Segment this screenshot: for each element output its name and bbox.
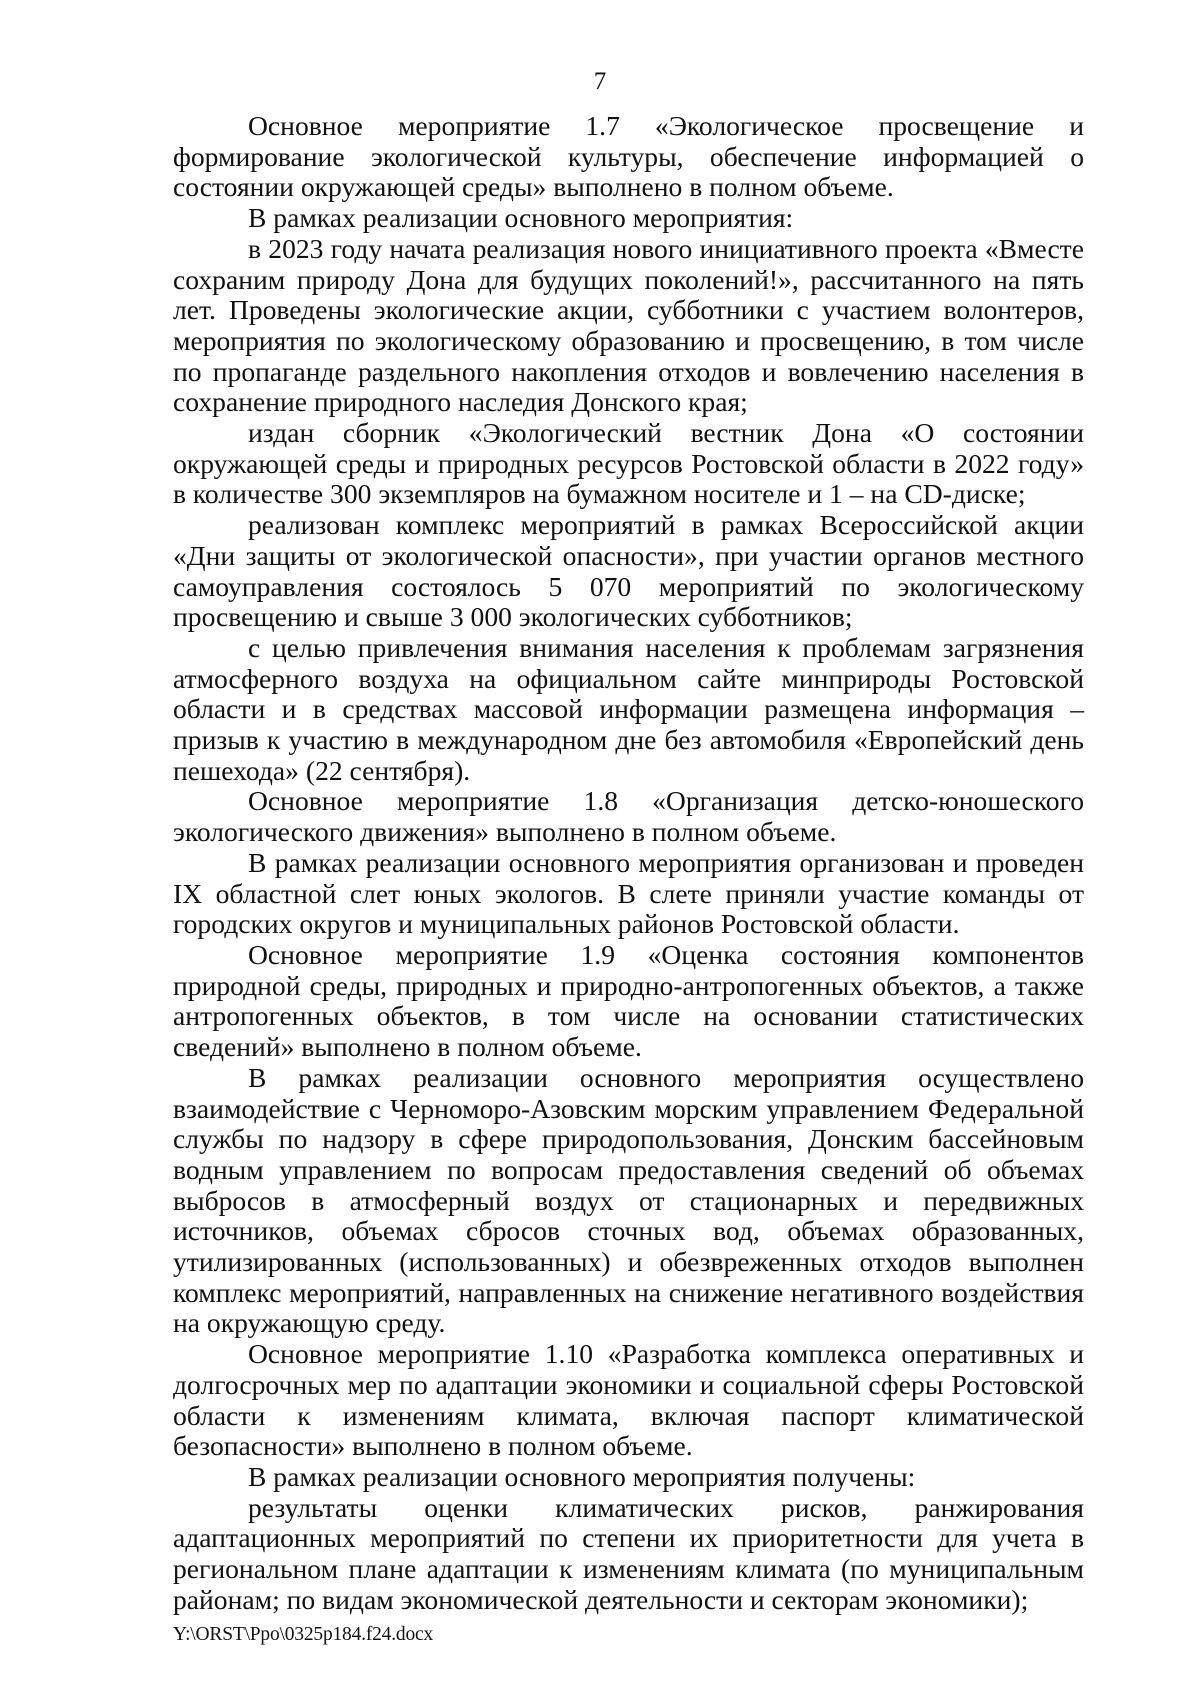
page-number: 7 <box>593 68 607 95</box>
paragraph-climate-risks: результаты оценки климатических рисков, ранжирования адаптационных мероприятий по степени их приоритетности для учета в региональном плане адаптации к изменениям климата (по муниципальным районам; по видам экономической деятельности и секторам экономики); <box>173 1491 1084 1615</box>
document-body <box>173 111 1084 1615</box>
paragraph-results-intro: В рамках реализации основного мероприятия получены: <box>248 1460 916 1492</box>
paragraph-intro: В рамках реализации основного мероприятия: <box>248 202 794 234</box>
footer-file-path: Y:\ORST\Ppo\0325p184.f24.docx <box>173 1624 434 1645</box>
paragraph-bulletin: издан сборник «Экологический вестник Дона «О состоянии окружающей среды и природных ресурсов Ростовской области в 2022 году» в количестве 300 экземпляров на бумажном носителе и 1 – на CD-диске; <box>173 417 1084 510</box>
paragraph-1-8-heading: Основное мероприятие 1.8 «Организация детско-юношеского экологического движения» выполнено в полном объеме. <box>173 785 1084 848</box>
paragraph-pedestrian-day: с целью привлечения внимания населения к проблемам загрязнения атмосферного воздуха на официальном сайте минприроды Ростовской области и в средствах массовой информации размещена информация – призыв к участию в международном дне без автомобиля «Европейский день пешехода» (22 сентября). <box>173 631 1084 786</box>
paragraph-ecologists-rally: В рамках реализации основного мероприятия организован и проведен IX областной слет юных экологов. В слете приняли участие команды от городских округов и муниципальных районов Ростовской области. <box>173 846 1084 940</box>
paragraph-1-10-heading: Основное мероприятие 1.10 «Разработка комплекса оперативных и долгосрочных мер по адаптации экономики и социальной сферы Ростовской области к изменениям климата, включая паспорт климатической безопасности» выполнено в полном объеме. <box>173 1338 1084 1462</box>
paragraph-1-9-heading: Основное мероприятие 1.9 «Оценка состояния компонентов природной среды, природных и природно-антропогенных объектов, а также антропогенных объектов, в том числе на основании статистических сведений» выполнено в полном объеме. <box>173 938 1084 1063</box>
paragraph-1-7-heading: Основное мероприятие 1.7 «Экологическое просвещение и формирование экологической культуры, обеспечение информацией о состоянии окружающей среды» выполнено в полном объеме. <box>173 110 1084 203</box>
paragraph-campaign: реализован комплекс мероприятий в рамках Всероссийской акции «Дни защиты от экологической опасности», при участии органов местного самоуправления состоялось 5 070 мероприятий по экологическому просвещению и свыше 3 000 экологических субботников; <box>173 509 1084 633</box>
paragraph-project: в 2023 году начата реализация нового инициативного проекта «Вместе сохраним природу Дона для будущих поколений!», рассчитанного на пять лет. Проведены экологические акции, субботники с участием волонтеров, мероприятия по экологическому образованию и просвещению, в том числе по пропаганде раздельного накопления отходов и вовлечению населения в сохранение природного наследия Донского края; <box>173 232 1084 418</box>
paragraph-interaction: В рамках реализации основного мероприятия осуществлено взаимодействие с Черноморо-Азовским морским управлением Федеральной службы по надзору в сфере природопользования, Донским бассейновым водным управлением по вопросам предоставления сведений об объемах выбросов в атмосферный воздух от стационарных и передвижных источников, объемах сбросов сточных вод, объемах образованных, утилизированных (использованных) и обезвреженных отходов выполнен комплекс мероприятий, направленных на снижение негативного воздействия на окружающую среду. <box>173 1061 1084 1339</box>
